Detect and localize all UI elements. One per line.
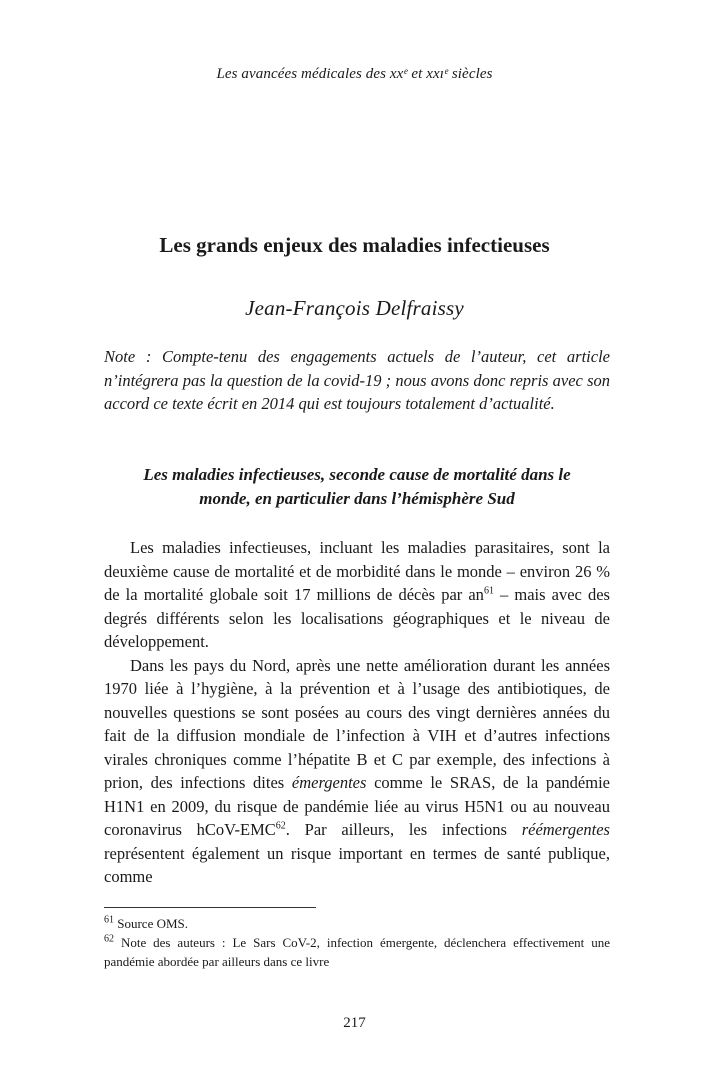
footnotes [104,914,610,971]
paragraph-2 [104,654,610,889]
emphasis-reemergentes: réémergentes [521,820,610,839]
paragraph-2-text-b: comme le SRAS, de la pandémie H1N1 en 2009, du risque de pandémie liée au virus H5N1 ou au nouveau coronavirus hCoV-EMC [104,773,610,839]
paragraph-1 [104,536,610,654]
footnote-number-62: 62 [104,933,114,945]
footnote-62 [104,933,610,971]
paragraph-2-text-d: représentent également un risque important en termes de santé publique, comme [104,843,610,886]
footnote-divider [104,907,316,908]
footnote-ref-62: 62 [275,820,286,832]
article-title: Les grands enjeux des maladies infectieuses [159,233,550,257]
paragraph-1-text-a: Les maladies infectieuses, incluant les maladies parasitaires, sont la deuxième cause de mortalité et de morbidité dans le monde – environ 26 % de la mortalité globale soit 17 millions de décès par an [104,538,610,604]
body-text [104,536,610,889]
paragraph-2-text-c: . Par ailleurs, les infections [285,820,522,839]
footnote-62-text: Note des auteurs : Le Sars CoV-2, infection émergente, déclenchera effectivement une pandémie abordée par ailleurs dans ce livre [104,935,610,969]
paragraph-1-text-b: – mais avec des degrés différents selon les localisations géographiques et le niveau de développement. [104,585,610,651]
section-heading [104,463,610,511]
footnote-ref-61: 61 [483,585,494,597]
emphasis-emergentes: émergentes [291,773,367,792]
article-author: Jean-François Delfraissy [245,296,464,320]
footnote-61-text: Source OMS. [114,916,189,931]
footnote-number-61: 61 [104,914,114,926]
section-heading-line-2: monde, en particulier dans l’hémisphère Sud [199,489,515,508]
running-header: Les avancées médicales des xxᵉ et xxıᵉ siècles [216,66,493,82]
footnote-61 [104,914,610,933]
editor-note: Note : Compte-tenu des engagements actuels de l’auteur, cet article n’intégrera pas la question de la covid-19 ; nous avons donc repris avec son accord ce texte écrit en 2014 qui est toujours totalement d’actualité. [104,347,610,413]
section-heading-line-1: Les maladies infectieuses, seconde cause de mortalité dans le [143,465,571,484]
paragraph-2-text-a: Dans les pays du Nord, après une nette amélioration durant les années 1970 liée à l’hygiène, à la prévention et à l’usage des antibiotiques, de nouvelles questions se sont posées au cours des vingt dernières années du fait de la diffusion mondiale de l’infection à VIH et d’autres infections virales chroniques comme l’hépatite B et C par exemple, des infections à prion, des infections dites [104,655,610,792]
page-number: 217 [343,1015,366,1031]
